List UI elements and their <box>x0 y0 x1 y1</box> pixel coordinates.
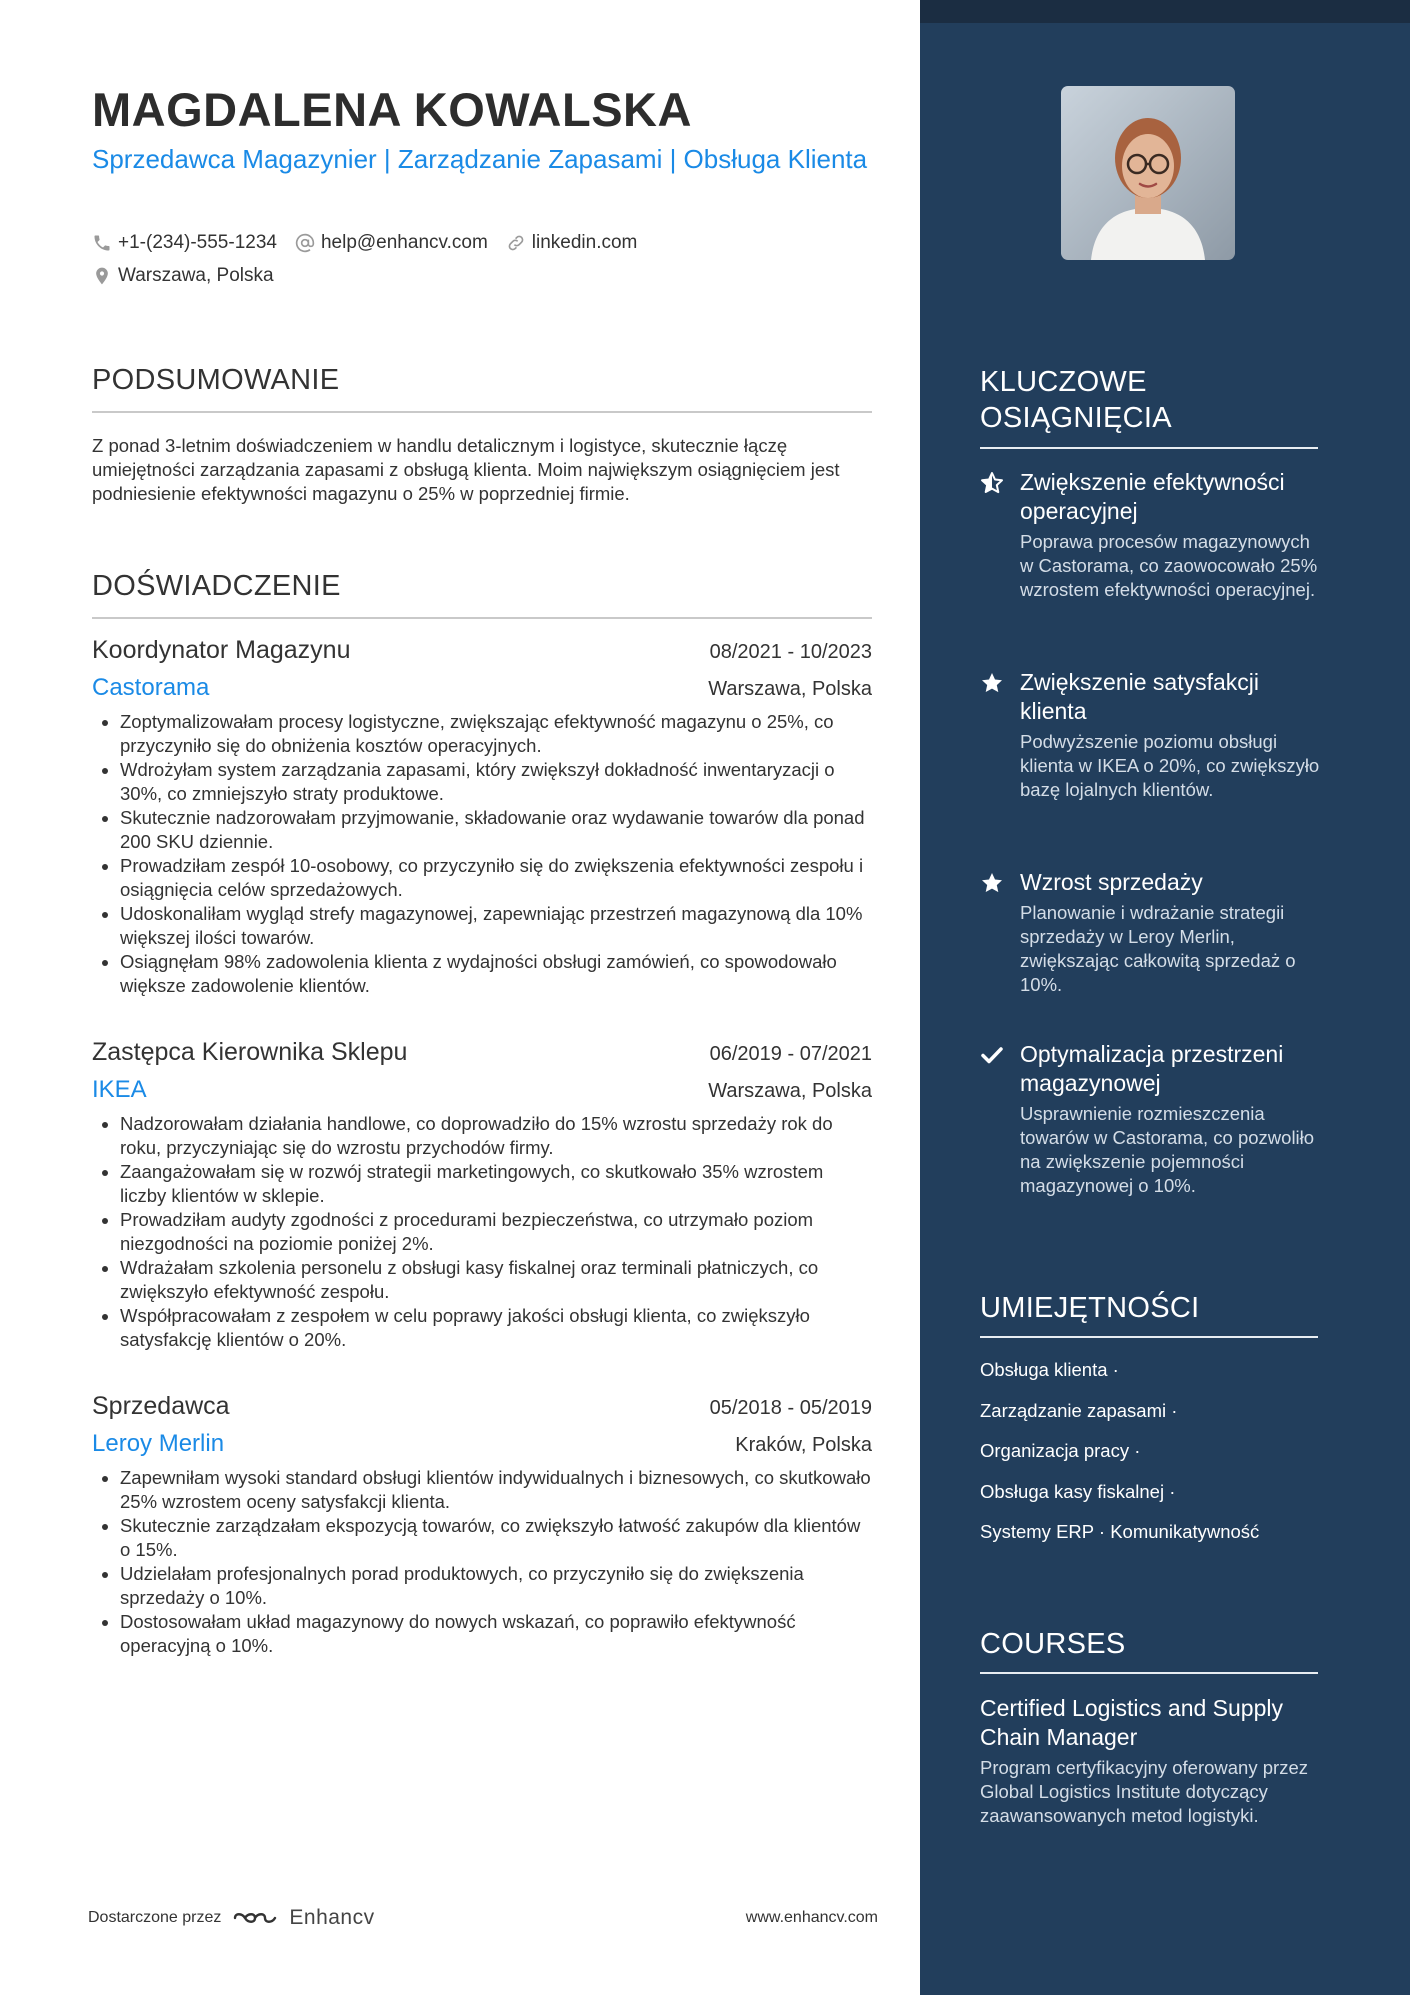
achievement-description: Podwyższenie poziomu obsługi klienta w IKEA o 20%, co zwiększyło bazę lojalnych klientów. <box>1020 731 1320 800</box>
bullet: • Prowadziłam audyty zgodności z procedurami bezpieczeństwa, co utrzymało poziom niezgodności na poziomie poniżej 2%. <box>120 1208 872 1256</box>
achievement-title: Zwiększenie satysfakcji klienta <box>1020 669 1260 724</box>
courses-divider <box>980 1672 1318 1674</box>
bullet: • Skutecznie nadzorowałam przyjmowanie, składowanie oraz wydawanie towarów dla ponad 200 SKU dziennie. <box>120 806 872 854</box>
achievement-title: Zwiększenie efektywności operacyjnej <box>1020 469 1285 524</box>
skill-item: Obsługa kasy fiskalnej · <box>980 1481 1176 1502</box>
skill-item: Systemy ERP · Komunikatywność <box>980 1521 1260 1542</box>
linkedin-text: linkedin.com <box>531 232 638 253</box>
contact-email[interactable] <box>295 232 488 254</box>
achievements-divider <box>980 447 1318 449</box>
phone-icon <box>92 233 112 253</box>
contact-location <box>92 265 274 287</box>
location-text: Warszawa, Polska <box>118 265 274 286</box>
candidate-name: MAGDALENA KOWALSKA <box>92 83 692 136</box>
courses-title: COURSES <box>980 1628 1126 1660</box>
skill-item: Organizacja pracy · <box>980 1440 1141 1461</box>
achievement-item <box>980 868 1320 997</box>
achievement-description: Planowanie i wdrażanie strategii sprzedaży w Leroy Merlin, zwiększając całkowitą sprzedaż o 10%. <box>1020 902 1296 995</box>
bullet: • Osiągnęłam 98% zadowolenia klienta z wydajności obsługi zamówień, co spowodowało większe zadowolenie klientów. <box>120 950 872 998</box>
achievement-title: Optymalizacja przestrzeni magazynowej <box>1020 1041 1284 1096</box>
skill-item: Zarządzanie zapasami · <box>980 1400 1178 1421</box>
summary-text: Z ponad 3-letnim doświadczeniem w handlu detalicznym i logistyce, skutecznie łączę umiejętności zarządzania zapasami z obsługą klienta. Moim największym osiągnięciem jest podniesienie efektywności magazynu o 25% w poprzedniej firmie. <box>92 435 840 504</box>
summary-divider <box>92 411 872 413</box>
achievement-title: Wzrost sprzedaży <box>1020 869 1203 895</box>
experience-title: DOŚWIADCZENIE <box>92 570 341 602</box>
achievement-item <box>980 1040 1320 1198</box>
footer-website[interactable]: www.enhancv.com <box>745 1909 878 1926</box>
job-location: Warszawa, Polska <box>708 678 872 700</box>
brand-name: Enhancv <box>289 1906 375 1929</box>
job-title: Sprzedawca <box>92 1392 230 1420</box>
company-name: Castorama <box>92 674 210 701</box>
job-bullets <box>92 1466 872 1658</box>
job-bullets <box>92 710 872 998</box>
course-title: Certified Logistics and Supply Chain Manager <box>980 1695 1283 1750</box>
job-dates: 08/2021 - 10/2023 <box>709 641 872 663</box>
job-location: Kraków, Polska <box>735 1434 872 1456</box>
experience-divider <box>92 617 872 619</box>
contact-info <box>92 228 637 294</box>
powered-by-text: Dostarczone przez <box>88 1909 222 1926</box>
bullet: • Skutecznie zarządzałam ekspozycją towarów, co zwiększyło łatwość zakupów dla klientów o 15%. <box>120 1514 872 1562</box>
bullet: • Wdrożyłam system zarządzania zapasami, który zwiększył dokładność inwentaryzacji o 30%, co zmniejszyło straty produktowe. <box>120 758 872 806</box>
contact-phone[interactable] <box>92 232 277 254</box>
contact-linkedin[interactable] <box>506 232 638 254</box>
star-icon <box>980 871 1004 895</box>
bullet: • Współpracowałam z zespołem w celu poprawy jakości obsługi klienta, co zwiększyło satysfakcję klientów o 20%. <box>120 1304 872 1352</box>
job-title: Koordynator Magazynu <box>92 636 351 664</box>
job-dates: 05/2018 - 05/2019 <box>709 1397 872 1419</box>
achievements-title-line2: OSIĄGNIĘCIA <box>980 402 1172 434</box>
course-item <box>980 1694 1320 1828</box>
course-description: Program certyfikacyjny oferowany przez Global Logistics Institute dotyczący zaawansowanych metod logistyki. <box>980 1757 1308 1826</box>
achievements-title <box>980 364 1320 436</box>
star-icon <box>980 671 1004 695</box>
company-name: Leroy Merlin <box>92 1430 225 1457</box>
bullet: • Zaangażowałam się w rozwój strategii marketingowych, co skutkowało 35% wzrostem liczby klientów w sklepie. <box>120 1160 872 1208</box>
skills-title: UMIEJĘTNOŚCI <box>980 1292 1200 1324</box>
bullet: • Zoptymalizowałam procesy logistyczne, zwiększając efektywność magazynu o 25%, co przyczyniło się do obniżenia kosztów operacyjnych. <box>120 710 872 758</box>
email-text: help@enhancv.com <box>320 232 488 253</box>
achievement-description: Poprawa procesów magazynowych w Castorama, co zaowocowało 25% wzrostem efektywności operacyjnej. <box>1020 531 1318 600</box>
job-entry <box>92 636 872 998</box>
phone-text: +1-(234)-555-1234 <box>118 232 277 253</box>
job-title: Zastępca Kierownika Sklepu <box>92 1038 408 1066</box>
bullet: • Nadzorowałam działania handlowe, co doprowadziło do 15% wzrostu sprzedaży rok do roku, przyczyniając się do wzrostu przychodów firmy. <box>120 1112 872 1160</box>
achievements-title-line1: KLUCZOWE <box>980 366 1147 398</box>
bullet: • Zapewniłam wysoki standard obsługi klientów indywidualnych i biznesowych, co skutkowało 25% wzrostem oceny satysfakcji klienta. <box>120 1466 872 1514</box>
sidebar-top-strip <box>920 0 1410 23</box>
job-location: Warszawa, Polska <box>708 1080 872 1102</box>
profile-photo <box>1061 86 1235 260</box>
bullet: • Prowadziłam zespół 10-osobowy, co przyczyniło się do zwiększenia efektywności zespołu i osiągnięcia celów sprzedażowych. <box>120 854 872 902</box>
achievement-item <box>980 468 1320 602</box>
footer <box>88 1902 878 1934</box>
enhancv-logo-icon <box>231 1906 279 1930</box>
bullet: • Udoskonaliłam wygląd strefy magazynowej, zapewniając przestrzeń magazynową dla 10% większej ilości towarów. <box>120 902 872 950</box>
job-entry <box>92 1392 872 1658</box>
job-entry <box>92 1038 872 1352</box>
profile-photo-icon <box>1061 86 1235 260</box>
skill-item: Obsługa klienta · <box>980 1359 1119 1380</box>
bullet: • Wdrażałam szkolenia personelu z obsługi kasy fiskalnej oraz terminali płatniczych, co zwiększyło efektywność zespołu. <box>120 1256 872 1304</box>
skills-divider <box>980 1336 1318 1338</box>
link-icon <box>506 233 526 253</box>
at-sign-icon <box>295 233 315 253</box>
achievement-item <box>980 668 1320 802</box>
job-bullets <box>92 1112 872 1352</box>
headline: Sprzedawca Magazynier | Zarządzanie Zapasami | Obsługa Klienta <box>92 144 868 174</box>
bullet: • Dostosowałam układ magazynowy do nowych wskazań, co poprawiło efektywność operacyjną o 10%. <box>120 1610 872 1658</box>
achievement-description: Usprawnienie rozmieszczenia towarów w Castorama, co pozwoliło na zwiększenie pojemności magazynowej o 10%. <box>1020 1103 1315 1196</box>
location-pin-icon <box>92 266 112 286</box>
summary-title: PODSUMOWANIE <box>92 364 340 396</box>
bullet: • Udzielałam profesjonalnych porad produktowych, co przyczyniło się do zwiększenia sprzedaży o 10%. <box>120 1562 872 1610</box>
star-half-icon <box>980 471 1004 495</box>
company-name: IKEA <box>92 1076 147 1103</box>
checkmark-icon <box>980 1043 1004 1067</box>
job-dates: 06/2019 - 07/2021 <box>709 1043 872 1065</box>
